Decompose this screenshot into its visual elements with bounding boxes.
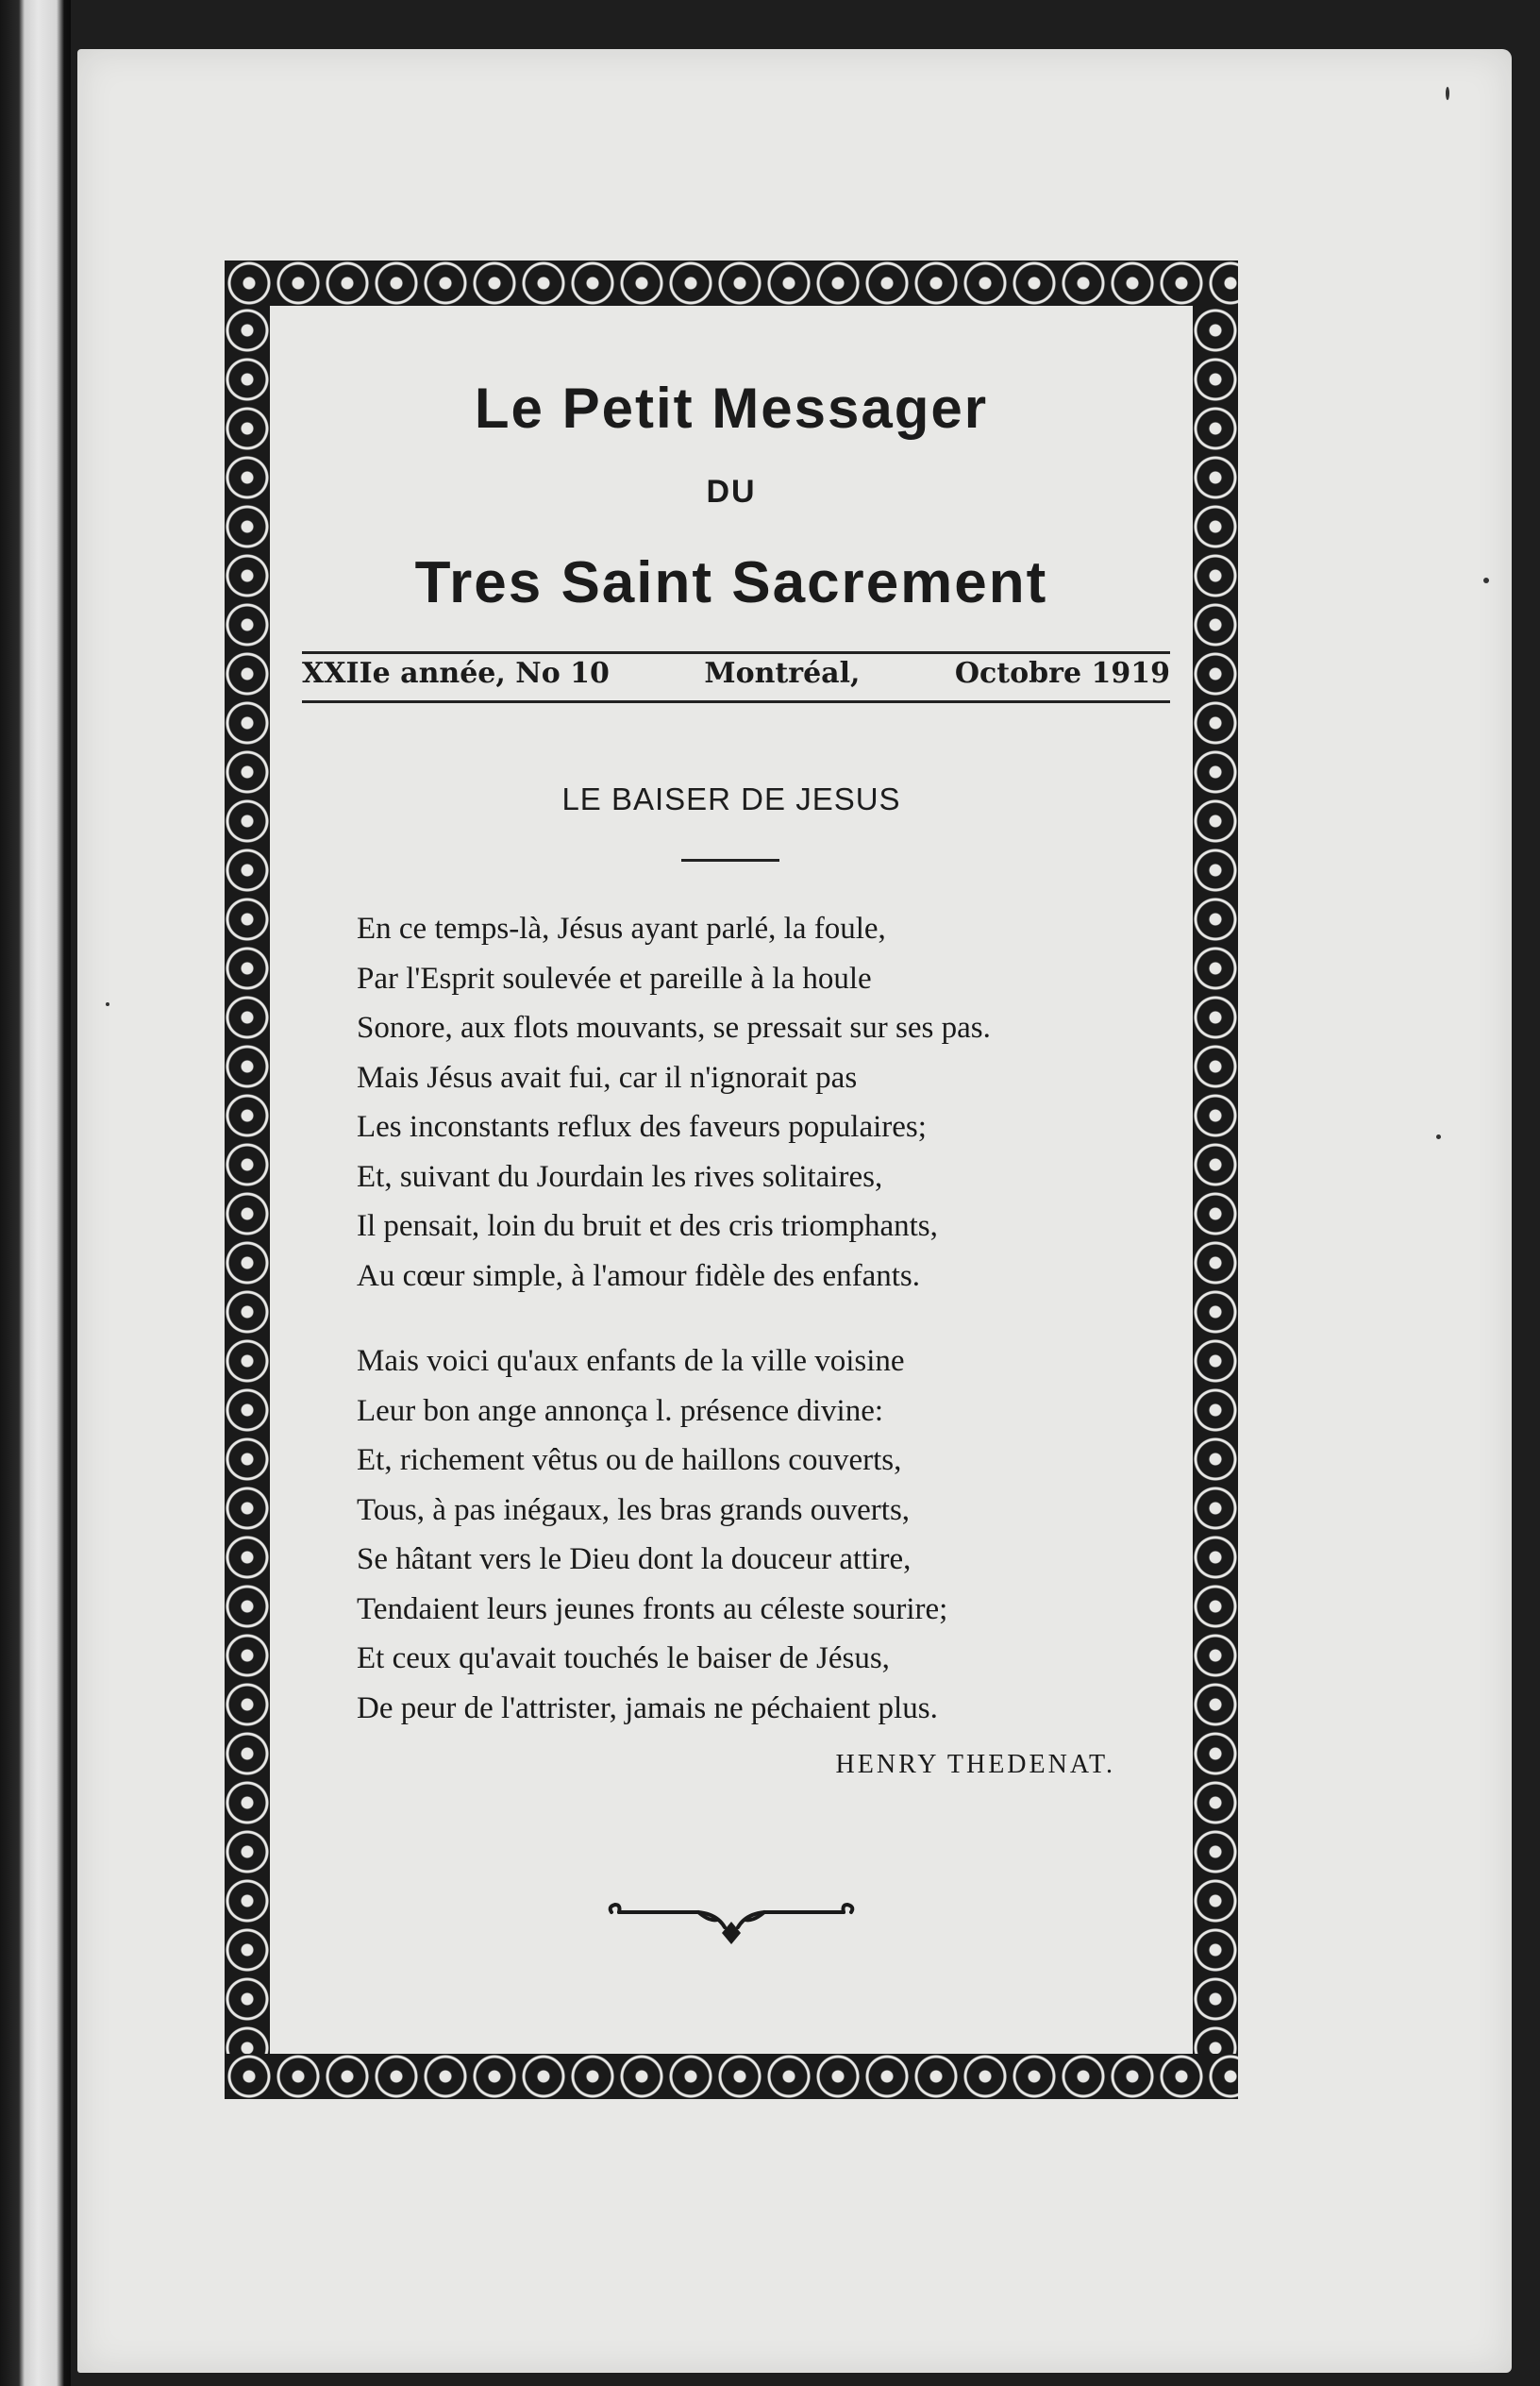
poem-line: Par l'Esprit soulevée et pareille à la houle: [357, 961, 872, 996]
publication-subtitle: Tres Saint Sacrement: [414, 550, 1048, 615]
title-divider: [681, 859, 779, 862]
ornamental-border-bottom: [225, 2054, 1238, 2099]
poem-line: Au cœur simple, à l'amour fidèle des enfants.: [357, 1258, 921, 1293]
poem-stanza-1: [357, 904, 1168, 1301]
publication-title-connector: DU: [706, 474, 757, 510]
poem-line: Tous, à pas inégaux, les bras grands ouverts,: [357, 1492, 911, 1527]
header-rule-bottom: [302, 700, 1170, 703]
poem-title: LE BAISER DE JESUS: [561, 781, 901, 816]
poem-stanza-2: [357, 1336, 1168, 1733]
issue-info: [302, 657, 1170, 690]
issue-date: Octobre 1919: [954, 657, 1170, 690]
issue-place: Montréal,: [704, 657, 861, 690]
adjacent-page-edge: [0, 0, 71, 2386]
poem-line: Se hâtant vers le Dieu dont la douceur attire,: [357, 1542, 912, 1576]
poem-line: Sonore, aux flots mouvants, se pressait sur ses pas.: [357, 1011, 991, 1045]
poem-line: Mais Jésus avait fui, car il n'ignorait pas: [357, 1060, 858, 1095]
poem-author: HENRY THEDENAT.: [835, 1750, 1115, 1779]
ornamental-border-left: [225, 306, 270, 2054]
poem-line: Et ceux qu'avait touchés le baiser de Jésus,: [357, 1641, 890, 1675]
poem-line: Et, richement vêtus ou de haillons couverts,: [357, 1443, 902, 1477]
ornamental-border-top: [225, 260, 1238, 306]
poem-line: Et, suivant du Jourdain les rives solitaires,: [357, 1159, 883, 1194]
issue-number: XXIIe année, No 10: [302, 657, 610, 690]
fleuron-ornament-icon: [604, 1893, 859, 1950]
poem-line: De peur de l'attrister, jamais ne péchaient plus.: [357, 1690, 938, 1725]
publication-title: Le Petit Messager: [474, 377, 989, 440]
poem-line: Tendaient leurs jeunes fronts au céleste sourire;: [357, 1591, 948, 1626]
ornamental-border-right: [1193, 306, 1238, 2054]
poem-line: Leur bon ange annonça l. présence divine:: [357, 1393, 884, 1428]
poem-line: Il pensait, loin du bruit et des cris triomphants,: [357, 1209, 938, 1243]
page-content: [274, 308, 1189, 2052]
poem-line: Mais voici qu'aux enfants de la ville voisine: [357, 1344, 905, 1378]
poem-line: Les inconstants reflux des faveurs populaires;: [357, 1110, 927, 1144]
header-rule-top: [302, 651, 1170, 654]
poem-line: En ce temps-là, Jésus ayant parlé, la foule,: [357, 912, 886, 946]
